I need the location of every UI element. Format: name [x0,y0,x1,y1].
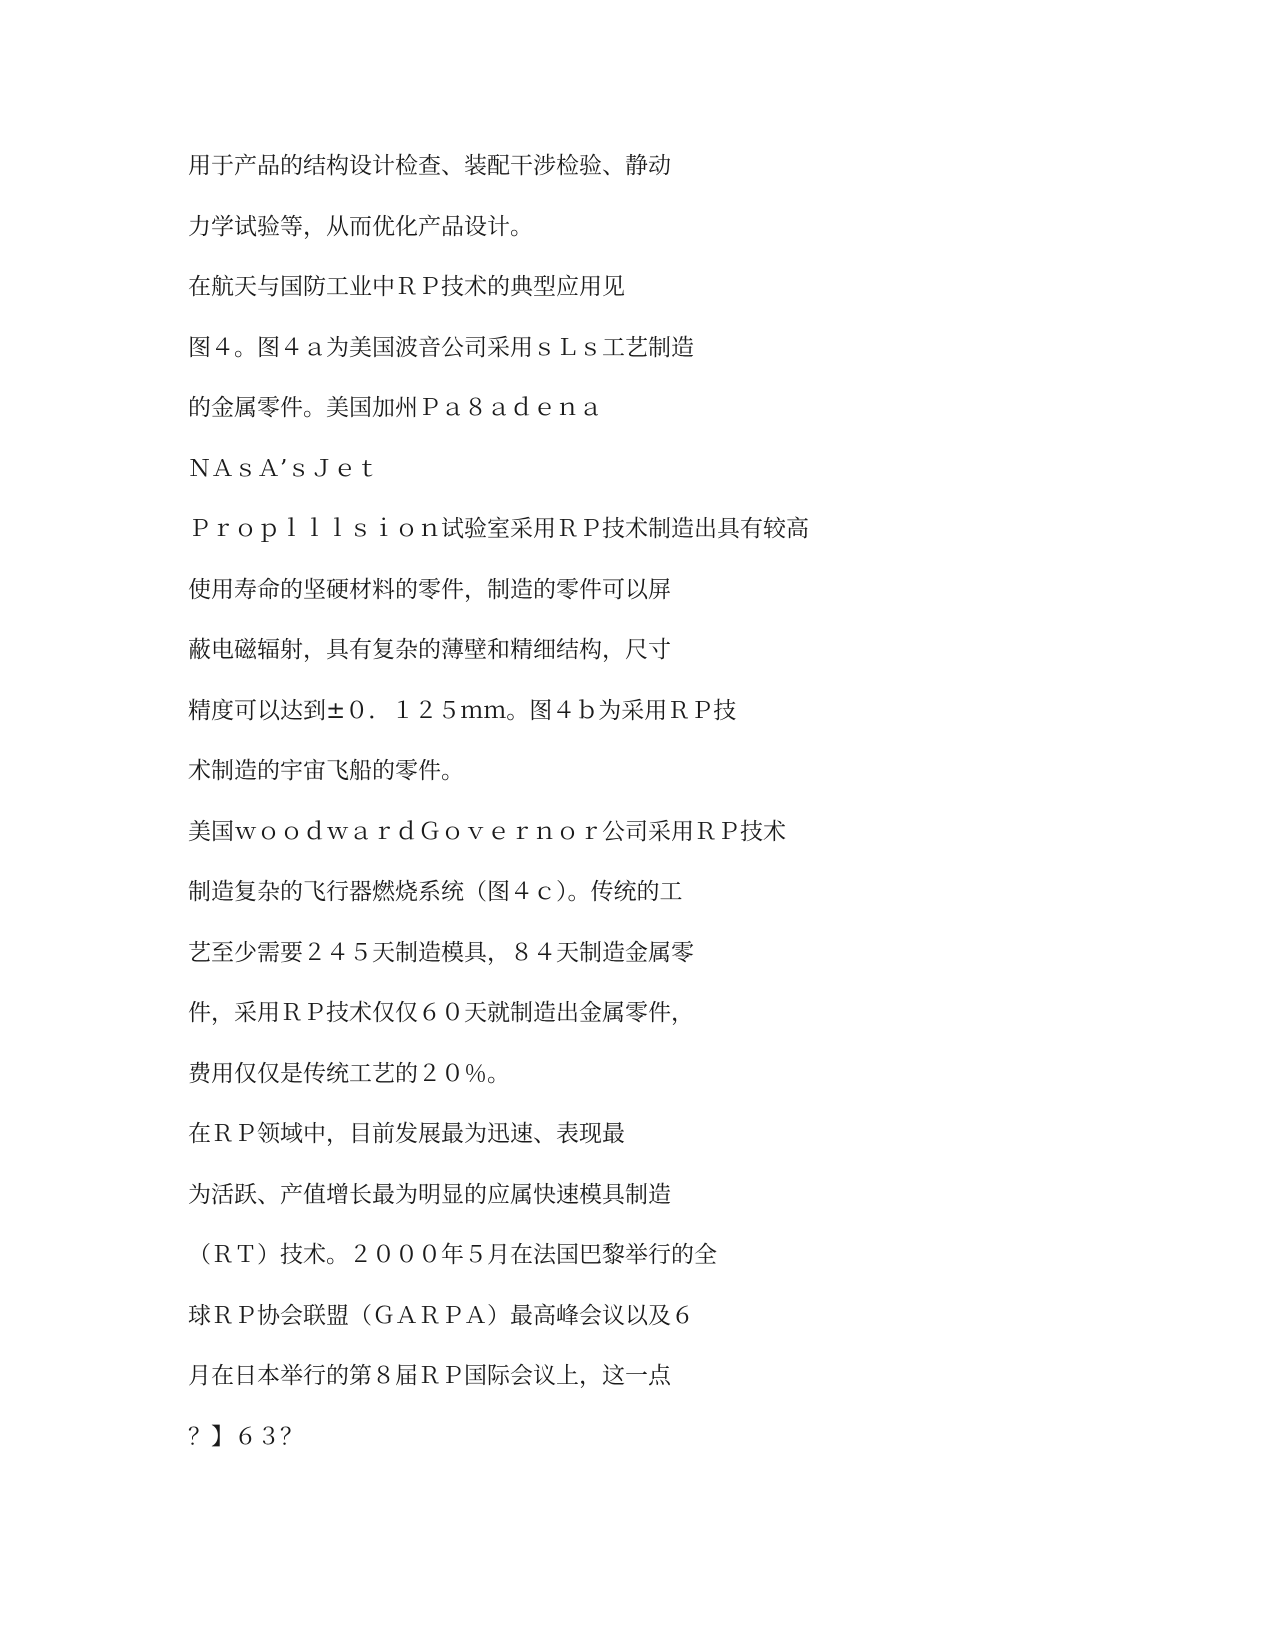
text-line: （ＲＴ）技术。２０００年５月在法国巴黎举行的全 [188,1242,717,1268]
text-line: Ｐｒｏｐｌｌｌｓｉｏｎ试验室采用ＲＰ技术制造出具有较高 [188,516,809,542]
text-line: 艺至少需要２４５天制造模具，８４天制造金属零 [188,939,694,966]
text-line: ＮＡｓＡ’ｓＪｅｔ [188,455,380,482]
text-line: 月在日本举行的第８届ＲＰ国际会议上，这一点 [188,1363,671,1389]
text-line: 件，采用ＲＰ技术仅仅６０天就制造出金属零件， [188,1000,694,1026]
text-line: 精度可以达到±０．１２５ｍｍ。图４ｂ为采用ＲＰ技 [188,697,737,724]
text-line: 图４。图４ａ为美国波音公司采用ｓＬｓ工艺制造 [188,334,694,361]
text-line: 在ＲＰ领域中，目前发展最为迅速、表现最 [188,1121,625,1147]
text-line: 为活跃、产值增长最为明显的应属快速模具制造 [188,1181,671,1208]
text-line: 术制造的宇宙飞船的零件。 [188,758,464,784]
text-line: 费用仅仅是传统工艺的２０％。 [188,1060,510,1087]
text-line: 力学试验等，从而优化产品设计。 [188,213,533,240]
text-line: 用于产品的结构设计检查、装配干涉检验、静动 [188,153,671,179]
page-number-line: ？】６３？ [188,1423,303,1450]
text-line: 使用寿命的坚硬材料的零件，制造的零件可以屏 [188,576,671,603]
text-line: 在航天与国防工业中ＲＰ技术的典型应用见 [188,274,625,300]
text-line: 制造复杂的飞行器燃烧系统（图４ｃ）。传统的工 [188,879,683,905]
text-line: 球ＲＰ协会联盟（ＧＡＲＰＡ）最高峰会议以及６ [188,1302,694,1329]
text-line: 蔽电磁辐射，具有复杂的薄壁和精细结构，尺寸 [188,637,671,663]
text-line: 美国ｗｏｏｄｗａｒｄＧｏｖｅｒｎｏｒ公司采用ＲＰ技术 [188,818,786,845]
text-line: 的金属零件。美国加州Ｐａ８ａｄｅｎａ [188,395,602,421]
text-body [188,148,1188,1479]
